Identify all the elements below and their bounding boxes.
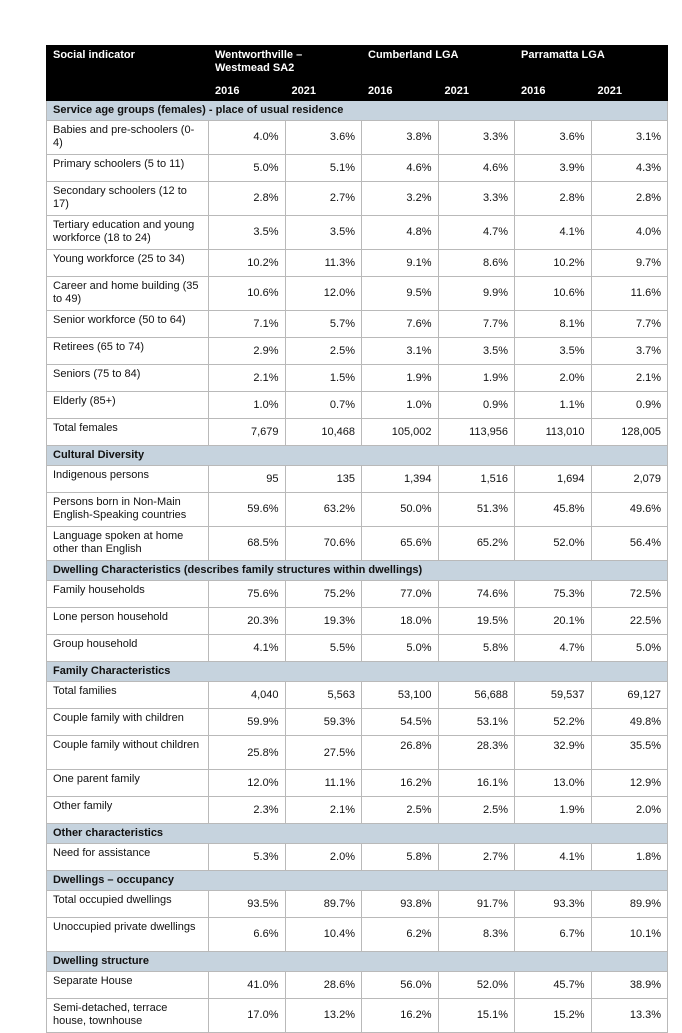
row-label: Need for assistance (47, 844, 209, 871)
value-cell: 1.9% (438, 365, 515, 392)
row-label: Other family (47, 797, 209, 824)
table-row (47, 999, 668, 1033)
value-cell: 1.5% (285, 365, 362, 392)
value-cell: 93.8% (362, 891, 439, 918)
table-row (47, 844, 668, 871)
value-cell: 4,040 (209, 682, 286, 709)
value-cell: 50.0% (362, 493, 439, 527)
value-cell: 7.7% (438, 311, 515, 338)
value-cell: 2.1% (285, 797, 362, 824)
value-cell: 2.7% (438, 844, 515, 871)
value-cell: 12.0% (209, 770, 286, 797)
section-title: Service age groups (females) - place of usual residence (47, 101, 668, 121)
table-row (47, 419, 668, 446)
value-cell: 3.3% (438, 182, 515, 216)
value-cell: 28.3% (438, 736, 515, 770)
value-cell: 89.9% (591, 891, 668, 918)
header-area-wentworthville-westmead: Wentworthville – Westmead SA2 (209, 46, 362, 82)
value-cell: 6.7% (515, 918, 592, 952)
row-label: Indigenous persons (47, 466, 209, 493)
value-cell: 3.1% (591, 121, 668, 155)
value-cell: 20.1% (515, 608, 592, 635)
value-cell: 95 (209, 466, 286, 493)
table-row (47, 797, 668, 824)
section-title: Dwelling structure (47, 952, 668, 972)
value-cell: 1.0% (362, 392, 439, 419)
value-cell: 53.1% (438, 709, 515, 736)
row-label: Group household (47, 635, 209, 662)
value-cell: 1,694 (515, 466, 592, 493)
value-cell: 41.0% (209, 972, 286, 999)
value-cell: 27.5% (285, 736, 362, 770)
value-cell: 2.3% (209, 797, 286, 824)
table-row (47, 608, 668, 635)
value-cell: 5.0% (591, 635, 668, 662)
section-header-row (47, 101, 668, 121)
table-row (47, 709, 668, 736)
value-cell: 5.3% (209, 844, 286, 871)
row-label: Senior workforce (50 to 64) (47, 311, 209, 338)
value-cell: 1.1% (515, 392, 592, 419)
value-cell: 105,002 (362, 419, 439, 446)
value-cell: 51.3% (438, 493, 515, 527)
value-cell: 3.9% (515, 155, 592, 182)
header-year: 2021 (591, 82, 668, 101)
table-row (47, 392, 668, 419)
header-year: 2016 (209, 82, 286, 101)
value-cell: 10.4% (285, 918, 362, 952)
value-cell: 19.3% (285, 608, 362, 635)
value-cell: 16.2% (362, 999, 439, 1033)
value-cell: 5.0% (362, 635, 439, 662)
value-cell: 8.1% (515, 311, 592, 338)
row-label: Separate House (47, 972, 209, 999)
value-cell: 59.6% (209, 493, 286, 527)
value-cell: 2.0% (285, 844, 362, 871)
value-cell: 2.8% (209, 182, 286, 216)
row-label: Couple family with children (47, 709, 209, 736)
social-indicators-document (46, 45, 667, 1033)
value-cell: 128,005 (591, 419, 668, 446)
value-cell: 7.1% (209, 311, 286, 338)
table-row (47, 121, 668, 155)
table-row (47, 770, 668, 797)
value-cell: 6.2% (362, 918, 439, 952)
row-label: Career and home building (35 to 49) (47, 277, 209, 311)
value-cell: 32.9% (515, 736, 592, 770)
value-cell: 8.3% (438, 918, 515, 952)
value-cell: 52.0% (515, 527, 592, 561)
header-area-cumberland: Cumberland LGA (362, 46, 515, 82)
value-cell: 4.8% (362, 216, 439, 250)
value-cell: 113,010 (515, 419, 592, 446)
header-year: 2021 (285, 82, 362, 101)
value-cell: 10,468 (285, 419, 362, 446)
value-cell: 3.3% (438, 121, 515, 155)
table-row (47, 311, 668, 338)
value-cell: 5.1% (285, 155, 362, 182)
value-cell: 15.1% (438, 999, 515, 1033)
value-cell: 2.0% (515, 365, 592, 392)
table-row (47, 155, 668, 182)
section-header-row (47, 662, 668, 682)
table-row (47, 736, 668, 770)
value-cell: 8.6% (438, 250, 515, 277)
value-cell: 69,127 (591, 682, 668, 709)
value-cell: 4.6% (438, 155, 515, 182)
value-cell: 68.5% (209, 527, 286, 561)
value-cell: 13.3% (591, 999, 668, 1033)
row-label: Unoccupied private dwellings (47, 918, 209, 952)
header-year: 2016 (362, 82, 439, 101)
value-cell: 70.6% (285, 527, 362, 561)
value-cell: 22.5% (591, 608, 668, 635)
header-area-parramatta: Parramatta LGA (515, 46, 668, 82)
value-cell: 38.9% (591, 972, 668, 999)
value-cell: 3.6% (515, 121, 592, 155)
value-cell: 53,100 (362, 682, 439, 709)
header-year: 2021 (438, 82, 515, 101)
table-row (47, 250, 668, 277)
table-row (47, 493, 668, 527)
row-label: Elderly (85+) (47, 392, 209, 419)
value-cell: 2.0% (591, 797, 668, 824)
value-cell: 89.7% (285, 891, 362, 918)
value-cell: 0.9% (591, 392, 668, 419)
value-cell: 10.1% (591, 918, 668, 952)
value-cell: 17.0% (209, 999, 286, 1033)
value-cell: 5.0% (209, 155, 286, 182)
value-cell: 4.6% (362, 155, 439, 182)
value-cell: 10.2% (209, 250, 286, 277)
table-row (47, 216, 668, 250)
table-header (47, 46, 668, 101)
table-row (47, 182, 668, 216)
value-cell: 3.8% (362, 121, 439, 155)
value-cell: 12.0% (285, 277, 362, 311)
value-cell: 1,516 (438, 466, 515, 493)
value-cell: 4.0% (209, 121, 286, 155)
value-cell: 16.2% (362, 770, 439, 797)
value-cell: 35.5% (591, 736, 668, 770)
row-label: Babies and pre-schoolers (0-4) (47, 121, 209, 155)
value-cell: 59.9% (209, 709, 286, 736)
value-cell: 3.2% (362, 182, 439, 216)
value-cell: 2.8% (591, 182, 668, 216)
value-cell: 11.3% (285, 250, 362, 277)
value-cell: 2.1% (591, 365, 668, 392)
row-label: Semi-detached, terrace house, townhouse (47, 999, 209, 1033)
row-label: Family households (47, 581, 209, 608)
value-cell: 52.0% (438, 972, 515, 999)
value-cell: 65.2% (438, 527, 515, 561)
value-cell: 9.7% (591, 250, 668, 277)
table-row (47, 338, 668, 365)
row-label: Total females (47, 419, 209, 446)
section-title: Family Characteristics (47, 662, 668, 682)
value-cell: 13.2% (285, 999, 362, 1033)
value-cell: 20.3% (209, 608, 286, 635)
value-cell: 28.6% (285, 972, 362, 999)
value-cell: 77.0% (362, 581, 439, 608)
section-header-row (47, 446, 668, 466)
value-cell: 15.2% (515, 999, 592, 1033)
value-cell: 11.6% (591, 277, 668, 311)
value-cell: 5.5% (285, 635, 362, 662)
value-cell: 9.1% (362, 250, 439, 277)
row-label: Persons born in Non-Main English-Speaking countries (47, 493, 209, 527)
table-body (47, 101, 668, 1033)
value-cell: 2,079 (591, 466, 668, 493)
value-cell: 2.5% (438, 797, 515, 824)
value-cell: 26.8% (362, 736, 439, 770)
value-cell: 72.5% (591, 581, 668, 608)
row-label: One parent family (47, 770, 209, 797)
value-cell: 4.1% (515, 216, 592, 250)
value-cell: 75.2% (285, 581, 362, 608)
value-cell: 49.8% (591, 709, 668, 736)
value-cell: 56.4% (591, 527, 668, 561)
value-cell: 16.1% (438, 770, 515, 797)
value-cell: 1.0% (209, 392, 286, 419)
value-cell: 10.2% (515, 250, 592, 277)
value-cell: 1.9% (515, 797, 592, 824)
table-row (47, 277, 668, 311)
row-label: Lone person household (47, 608, 209, 635)
section-header-row (47, 824, 668, 844)
value-cell: 59.3% (285, 709, 362, 736)
value-cell: 18.0% (362, 608, 439, 635)
table-row (47, 682, 668, 709)
value-cell: 6.6% (209, 918, 286, 952)
value-cell: 75.3% (515, 581, 592, 608)
row-label: Couple family without children (47, 736, 209, 770)
value-cell: 93.3% (515, 891, 592, 918)
value-cell: 49.6% (591, 493, 668, 527)
value-cell: 19.5% (438, 608, 515, 635)
value-cell: 3.5% (438, 338, 515, 365)
value-cell: 25.8% (209, 736, 286, 770)
value-cell: 4.7% (515, 635, 592, 662)
value-cell: 2.1% (209, 365, 286, 392)
value-cell: 45.8% (515, 493, 592, 527)
row-label: Seniors (75 to 84) (47, 365, 209, 392)
value-cell: 4.1% (209, 635, 286, 662)
value-cell: 56,688 (438, 682, 515, 709)
value-cell: 2.5% (285, 338, 362, 365)
value-cell: 3.5% (515, 338, 592, 365)
value-cell: 4.3% (591, 155, 668, 182)
value-cell: 10.6% (515, 277, 592, 311)
table-row (47, 918, 668, 952)
value-cell: 3.6% (285, 121, 362, 155)
value-cell: 3.5% (285, 216, 362, 250)
value-cell: 75.6% (209, 581, 286, 608)
value-cell: 5.8% (362, 844, 439, 871)
value-cell: 4.0% (591, 216, 668, 250)
value-cell: 2.5% (362, 797, 439, 824)
table-row (47, 527, 668, 561)
row-label: Language spoken at home other than English (47, 527, 209, 561)
value-cell: 3.5% (209, 216, 286, 250)
value-cell: 12.9% (591, 770, 668, 797)
value-cell: 13.0% (515, 770, 592, 797)
table-row (47, 635, 668, 662)
value-cell: 56.0% (362, 972, 439, 999)
value-cell: 63.2% (285, 493, 362, 527)
value-cell: 9.5% (362, 277, 439, 311)
table-row (47, 365, 668, 392)
table-row (47, 466, 668, 493)
value-cell: 0.7% (285, 392, 362, 419)
value-cell: 1.9% (362, 365, 439, 392)
value-cell: 7,679 (209, 419, 286, 446)
value-cell: 65.6% (362, 527, 439, 561)
value-cell: 9.9% (438, 277, 515, 311)
section-header-row (47, 871, 668, 891)
value-cell: 3.1% (362, 338, 439, 365)
value-cell: 54.5% (362, 709, 439, 736)
value-cell: 59,537 (515, 682, 592, 709)
social-indicators-table (46, 45, 668, 1033)
table-row (47, 972, 668, 999)
row-label: Primary schoolers (5 to 11) (47, 155, 209, 182)
value-cell: 0.9% (438, 392, 515, 419)
row-label: Retirees (65 to 74) (47, 338, 209, 365)
section-title: Dwelling Characteristics (describes family structures within dwellings) (47, 561, 668, 581)
row-label: Total families (47, 682, 209, 709)
value-cell: 5.7% (285, 311, 362, 338)
value-cell: 1,394 (362, 466, 439, 493)
value-cell: 74.6% (438, 581, 515, 608)
section-title: Cultural Diversity (47, 446, 668, 466)
table-row (47, 891, 668, 918)
value-cell: 7.6% (362, 311, 439, 338)
value-cell: 7.7% (591, 311, 668, 338)
value-cell: 91.7% (438, 891, 515, 918)
header-social-indicator: Social indicator (47, 46, 209, 101)
section-header-row (47, 952, 668, 972)
section-title: Other characteristics (47, 824, 668, 844)
value-cell: 4.7% (438, 216, 515, 250)
value-cell: 52.2% (515, 709, 592, 736)
row-label: Total occupied dwellings (47, 891, 209, 918)
table-row (47, 581, 668, 608)
section-title: Dwellings – occupancy (47, 871, 668, 891)
value-cell: 135 (285, 466, 362, 493)
value-cell: 11.1% (285, 770, 362, 797)
value-cell: 5.8% (438, 635, 515, 662)
value-cell: 1.8% (591, 844, 668, 871)
value-cell: 2.8% (515, 182, 592, 216)
section-header-row (47, 561, 668, 581)
value-cell: 93.5% (209, 891, 286, 918)
row-label: Young workforce (25 to 34) (47, 250, 209, 277)
value-cell: 4.1% (515, 844, 592, 871)
value-cell: 3.7% (591, 338, 668, 365)
row-label: Tertiary education and young workforce (18 to 24) (47, 216, 209, 250)
header-year: 2016 (515, 82, 592, 101)
value-cell: 10.6% (209, 277, 286, 311)
value-cell: 2.9% (209, 338, 286, 365)
value-cell: 113,956 (438, 419, 515, 446)
value-cell: 45.7% (515, 972, 592, 999)
value-cell: 5,563 (285, 682, 362, 709)
row-label: Secondary schoolers (12 to 17) (47, 182, 209, 216)
value-cell: 2.7% (285, 182, 362, 216)
